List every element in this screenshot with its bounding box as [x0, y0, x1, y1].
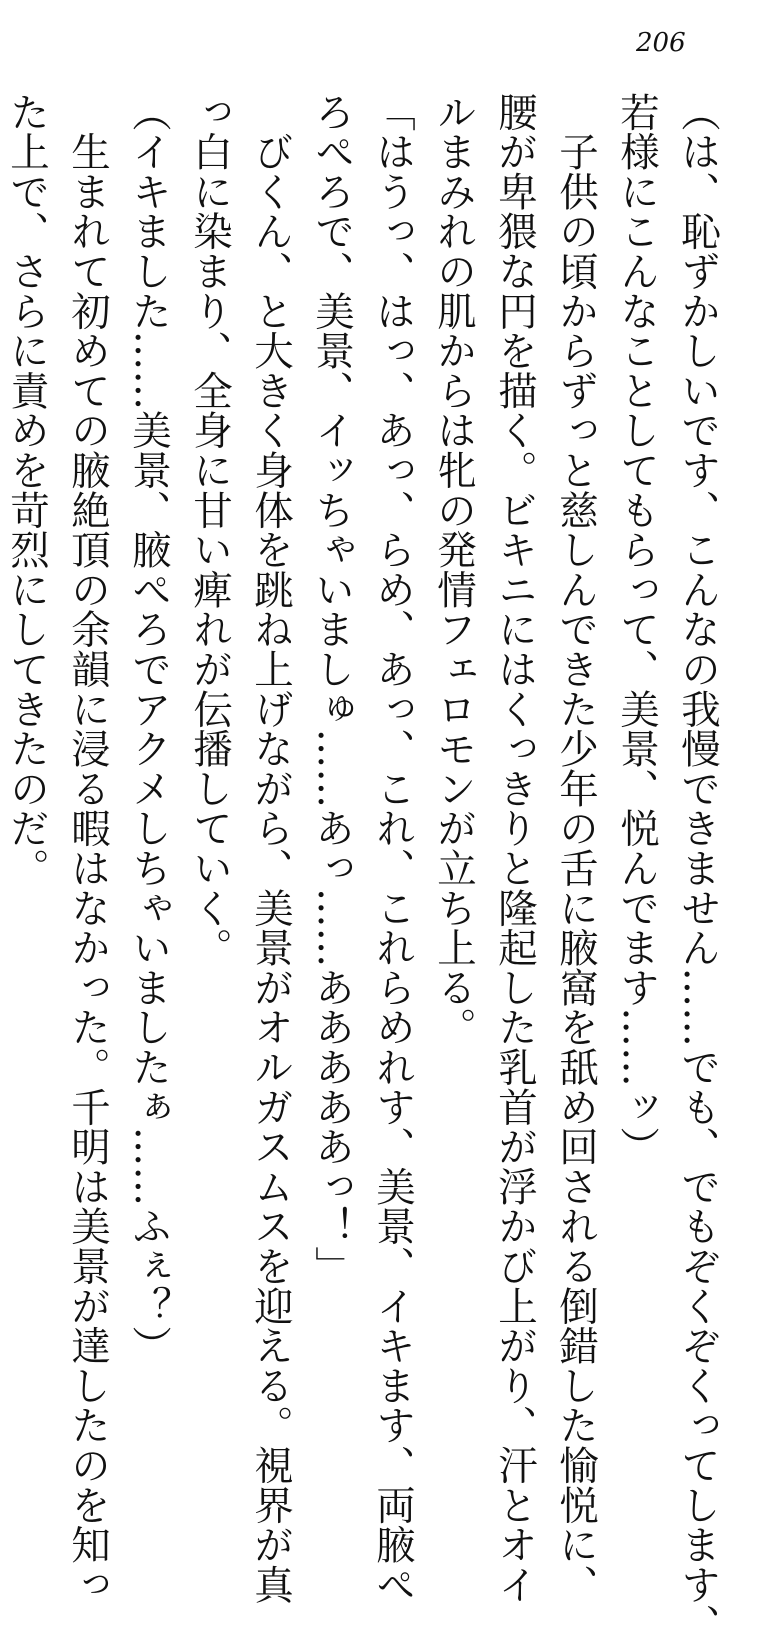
- text-line: （イキました……美景、腋ぺろでアクメしちゃいましたぁ……ふぇ？）: [126, 92, 172, 1366]
- text-line: 生まれて初めての腋絶頂の余韻に浸る暇はなかった。千明は美景が達したのを知っ: [65, 92, 111, 1605]
- text-line: ルまみれの肌からは牝の発情フェロモンが立ち上る。: [431, 92, 477, 1048]
- page-number: 206: [636, 28, 686, 58]
- text-line: 「はうっ、はっ、あっ、らめ、あっ、これ、これらめれす、美景、イキます、両腋ぺ: [370, 92, 416, 1605]
- text-line: っ白に染まり、全身に甘い痺れが伝播していく。: [187, 92, 233, 968]
- text-line: 若様にこんなことしてもらって、美景、悦んでます……ッ）: [614, 92, 660, 1167]
- text-line: た上で、さらに責めを苛烈にしてきたのだ。: [4, 92, 50, 888]
- vertical-text-block: [0, 92, 728, 1644]
- text-line: 腰が卑猥な円を描く。ビキニにはくっきりと隆起した乳首が浮かび上がり、汗とオイ: [492, 92, 538, 1605]
- text-line: 子供の頃からずっと慈しんできた少年の舌に腋窩を舐め回される倒錯した愉悦に、: [553, 92, 599, 1605]
- text-line: （は、恥ずかしいです、こんなの我慢できません……でも、でもぞくぞくってします、: [675, 92, 721, 1644]
- text-line: ろぺろで、美景、イッちゃいましゅ……あっ……あああああっ！」: [309, 92, 355, 1286]
- text-line: びくん、と大きく身体を跳ね上げながら、美景がオルガスムスを迎える。視界が真: [248, 92, 294, 1605]
